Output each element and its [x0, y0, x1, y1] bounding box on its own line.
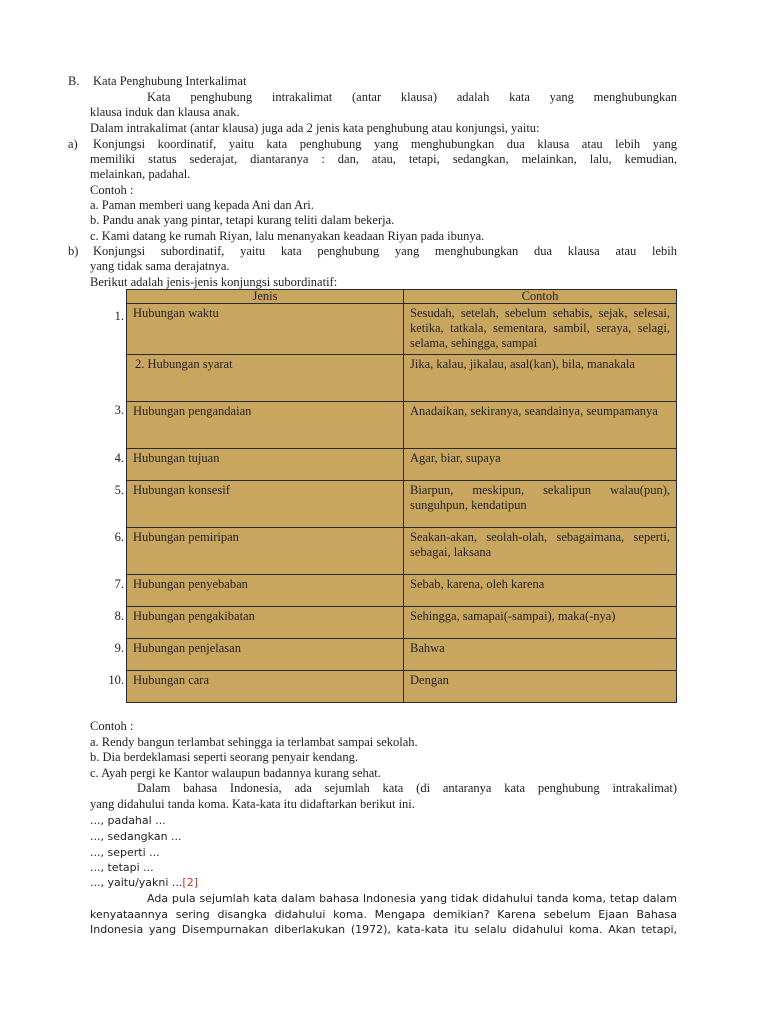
- contoh-cell: Seakan-akan, seolah-olah, sebagaimana, seperti, sebagai, laksana: [404, 528, 677, 575]
- contoh-cell: Jika, kalau, jikalau, asal(kan), bila, manakala: [404, 355, 677, 402]
- jenis-cell: Hubungan pengakibatan: [127, 607, 404, 639]
- row-number: 10.: [108, 673, 124, 687]
- contoh-cell: Sesudah, setelah, sebelum sehabis, sejak, selesai, ketika, tatkala, sementara, sambil, seraya, selagi, selama, sehingga, sampai: [404, 304, 677, 355]
- conjunction-table: [126, 289, 677, 703]
- example-item: c. Kami datang ke rumah Riyan, lalu menanyakan keadaan Riyan pada ibunya.: [90, 229, 485, 243]
- example-item: a. Rendy bangun terlambat sehingga ia terlambat sampai sekolah.: [90, 735, 418, 749]
- jenis-cell: Hubungan penyebaban: [127, 575, 404, 607]
- table-header-row: [127, 290, 677, 304]
- jenis-cell: Hubungan waktu: [127, 304, 404, 355]
- list-item: ..., padahal ...: [90, 814, 166, 827]
- section-a-line-1: Konjungsi koordinatif, yaitu kata penghubung yang menghubungkan dua klausa atau lebih yang: [93, 137, 677, 151]
- jenis-cell: Hubungan tujuan: [127, 449, 404, 481]
- list-item: ..., tetapi ...: [90, 861, 154, 874]
- contoh-cell: Dengan: [404, 671, 677, 703]
- jenis-cell: Hubungan konsesif: [127, 481, 404, 528]
- example-item: b. Pandu anak yang pintar, tetapi kurang teliti dalam bekerja.: [90, 213, 395, 227]
- contoh-cell: Sehingga, samapai(-sampai), maka(-nya): [404, 607, 677, 639]
- section-a-marker: a): [68, 137, 78, 151]
- jenis-cell: Hubungan pengandaian: [127, 402, 404, 449]
- table-row: [127, 449, 677, 481]
- table-row: [127, 481, 677, 528]
- section-a-line-3: melainkan, padahal.: [90, 167, 191, 181]
- section-b-line-2: yang tidak sama derajatnya.: [90, 259, 230, 273]
- paragraph-line-1: Dalam bahasa Indonesia, ada sejumlah kata (di antaranya kata penghubung intrakalimat): [137, 781, 677, 795]
- example-item: a. Paman memberi uang kepada Ani dan Ari.: [90, 198, 314, 212]
- table-row: [127, 355, 677, 402]
- table-row: [127, 607, 677, 639]
- column-header-contoh: Contoh: [404, 290, 677, 304]
- contoh-cell: Anadaikan, sekiranya, seandainya, seumpamanya: [404, 402, 677, 449]
- final-line-3: Indonesia yang Disempurnakan diberlakukan (1972), kata-kata itu selalu didahului koma. Akan tetapi,: [90, 923, 677, 936]
- example-item: b. Dia berdeklamasi seperti seorang penyair kendang.: [90, 750, 358, 764]
- example-item: c. Ayah pergi ke Kantor walaupun badannya kurang sehat.: [90, 766, 381, 780]
- row-number: 6.: [114, 530, 124, 544]
- contoh-label: Contoh :: [90, 183, 134, 197]
- intro-line-1: Kata penghubung intrakalimat (antar klausa) adalah kata yang menghubungkan: [147, 90, 677, 104]
- table-row: [127, 304, 677, 355]
- section-b-line-3: Berikut adalah jenis-jenis konjungsi subordinatif:: [90, 275, 338, 289]
- column-header-jenis: Jenis: [127, 290, 404, 304]
- jenis-cell: Hubungan penjelasan: [127, 639, 404, 671]
- contoh-cell: Biarpun, meskipun, sekalipun walau(pun), sunguhpun, kendatipun: [404, 481, 677, 528]
- section-marker: B.: [68, 74, 80, 88]
- row-number: 1.: [114, 309, 124, 323]
- table-row: [127, 528, 677, 575]
- intro-line-3: Dalam intrakalimat (antar klausa) juga ada 2 jenis kata penghubung atau konjungsi, yaitu:: [90, 121, 540, 135]
- contoh-cell: Sebab, karena, oleh karena: [404, 575, 677, 607]
- row-number: 5.: [114, 483, 124, 497]
- section-b-line-1: Konjungsi subordinatif, yaitu kata penghubung yang menghubungkan dua klausa atau lebih: [93, 244, 677, 258]
- jenis-cell: 2. Hubungan syarat: [127, 355, 404, 402]
- contoh-label-2: Contoh :: [90, 719, 134, 733]
- final-line-1: Ada pula sejumlah kata dalam bahasa Indonesia yang tidak didahului tanda koma, tetap dalam: [147, 892, 677, 905]
- row-number: 9.: [114, 641, 124, 655]
- row-number: 3.: [114, 403, 124, 417]
- table-row: [127, 575, 677, 607]
- list-item: ..., seperti ...: [90, 846, 160, 859]
- list-item-with-ref: [90, 875, 198, 890]
- row-number: 7.: [114, 577, 124, 591]
- section-b-marker: b): [68, 244, 79, 258]
- section-title: Kata Penghubung Interkalimat: [93, 74, 247, 88]
- contoh-cell: Bahwa: [404, 639, 677, 671]
- jenis-cell: Hubungan pemiripan: [127, 528, 404, 575]
- table-row: [127, 639, 677, 671]
- paragraph-line-2: yang didahului tanda koma. Kata-kata itu didaftarkan berikut ini.: [90, 797, 415, 811]
- table-row: [127, 671, 677, 703]
- row-number: 4.: [114, 451, 124, 465]
- table-row: [127, 402, 677, 449]
- jenis-cell: Hubungan cara: [127, 671, 404, 703]
- reference-link[interactable]: [2]: [182, 876, 199, 889]
- section-a-line-2: memiliki status sederajat, diantaranya : dan, atau, tetapi, sedangkan, melainkan, lalu, kemudian,: [90, 152, 677, 166]
- contoh-cell: Agar, biar, supaya: [404, 449, 677, 481]
- intro-line-2: klausa induk dan klausa anak.: [90, 105, 240, 119]
- final-line-2: kenyataannya sering disangka didahului koma. Mengapa demikian? Karena sebelum Ejaan Bahasa: [90, 908, 677, 921]
- row-number: 8.: [114, 609, 124, 623]
- list-item: ..., yaitu/yakni ...: [90, 876, 183, 889]
- list-item: ..., sedangkan ...: [90, 830, 182, 843]
